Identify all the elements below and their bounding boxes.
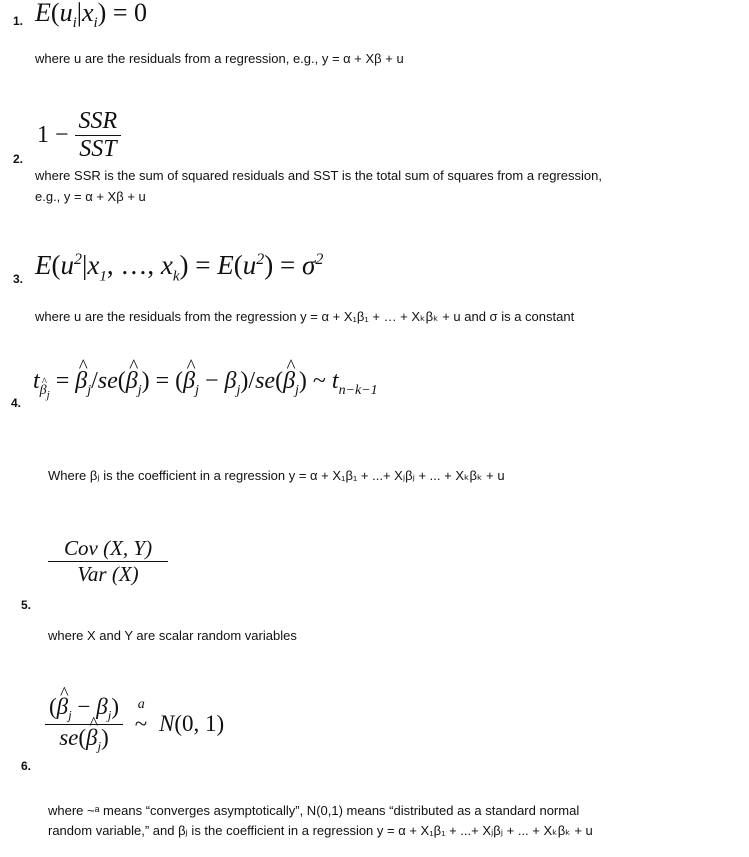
description-6-line-1: where ~ᵃ means “converges asymptotically”, N(0,1) means “distributed as a standard normal bbox=[48, 803, 580, 818]
item-number-2: 2. bbox=[13, 152, 24, 166]
description-2-line-1: where SSR is the sum of squared residuals and SST is the total sum of squares from a regression, bbox=[35, 168, 602, 183]
formula-3: $E(u^2|x_1$, …, $x_k) = E(u^2) = \sigma^2$ bbox=[35, 250, 324, 285]
formula-2-numerator: SSR bbox=[78, 108, 118, 134]
item-number-1: 1. bbox=[13, 14, 24, 28]
description-4: Where βⱼ is the coefficient in a regression y = α + X₁β₁ + ...+ Xⱼβⱼ + ... + Xₖβₖ + u bbox=[48, 468, 505, 483]
description-6-line-2: random variable,” and βⱼ is the coefficient in a regression y = α + X₁β₁ + ...+ Xⱼβⱼ + ... + Xₖβₖ + u bbox=[48, 823, 593, 838]
formula-2-denominator: SST bbox=[75, 135, 122, 163]
formula-2: 1 − $\frac{\text{SSR}}{\text{SST}}$ bbox=[37, 108, 121, 163]
description-1: where u are the residuals from a regression, e.g., y = α + Xβ + u bbox=[35, 51, 404, 66]
formula-4: t^ $_{\beta_j}$ = ^ $\beta_j/se(\^{}$ $\beta_j$) = (^ $\beta_j$ − $\beta_j)/se(\^{}$ $\beta_j$) ~ $t_{n-k-1}$ bbox=[33, 368, 378, 401]
description-2-line-2: e.g., y = α + Xβ + u bbox=[35, 189, 146, 204]
description-3: where u are the residuals from the regression y = α + X₁β₁ + … + Xₖβₖ + u and σ is a constant bbox=[35, 309, 575, 324]
item-number-3: 3. bbox=[13, 272, 24, 286]
formula-1: $E(u_i|x_i) = 0$ bbox=[35, 0, 147, 32]
formula-5-denominator: Var (X) bbox=[48, 561, 168, 587]
item-number-5: 5. bbox=[21, 598, 32, 612]
formula-5 bbox=[48, 536, 168, 587]
formula-5-numerator: Cov (X, Y) bbox=[64, 536, 153, 560]
formula-6: $\frac{(\^{} \beta_j - \beta_j)}{se(\^{} \beta_j)}$ ~ a N(0, 1) bbox=[45, 694, 224, 754]
item-number-4: 4. bbox=[11, 396, 22, 410]
item-number-6: 6. bbox=[21, 759, 32, 773]
description-5: where X and Y are scalar random variables bbox=[48, 628, 297, 643]
